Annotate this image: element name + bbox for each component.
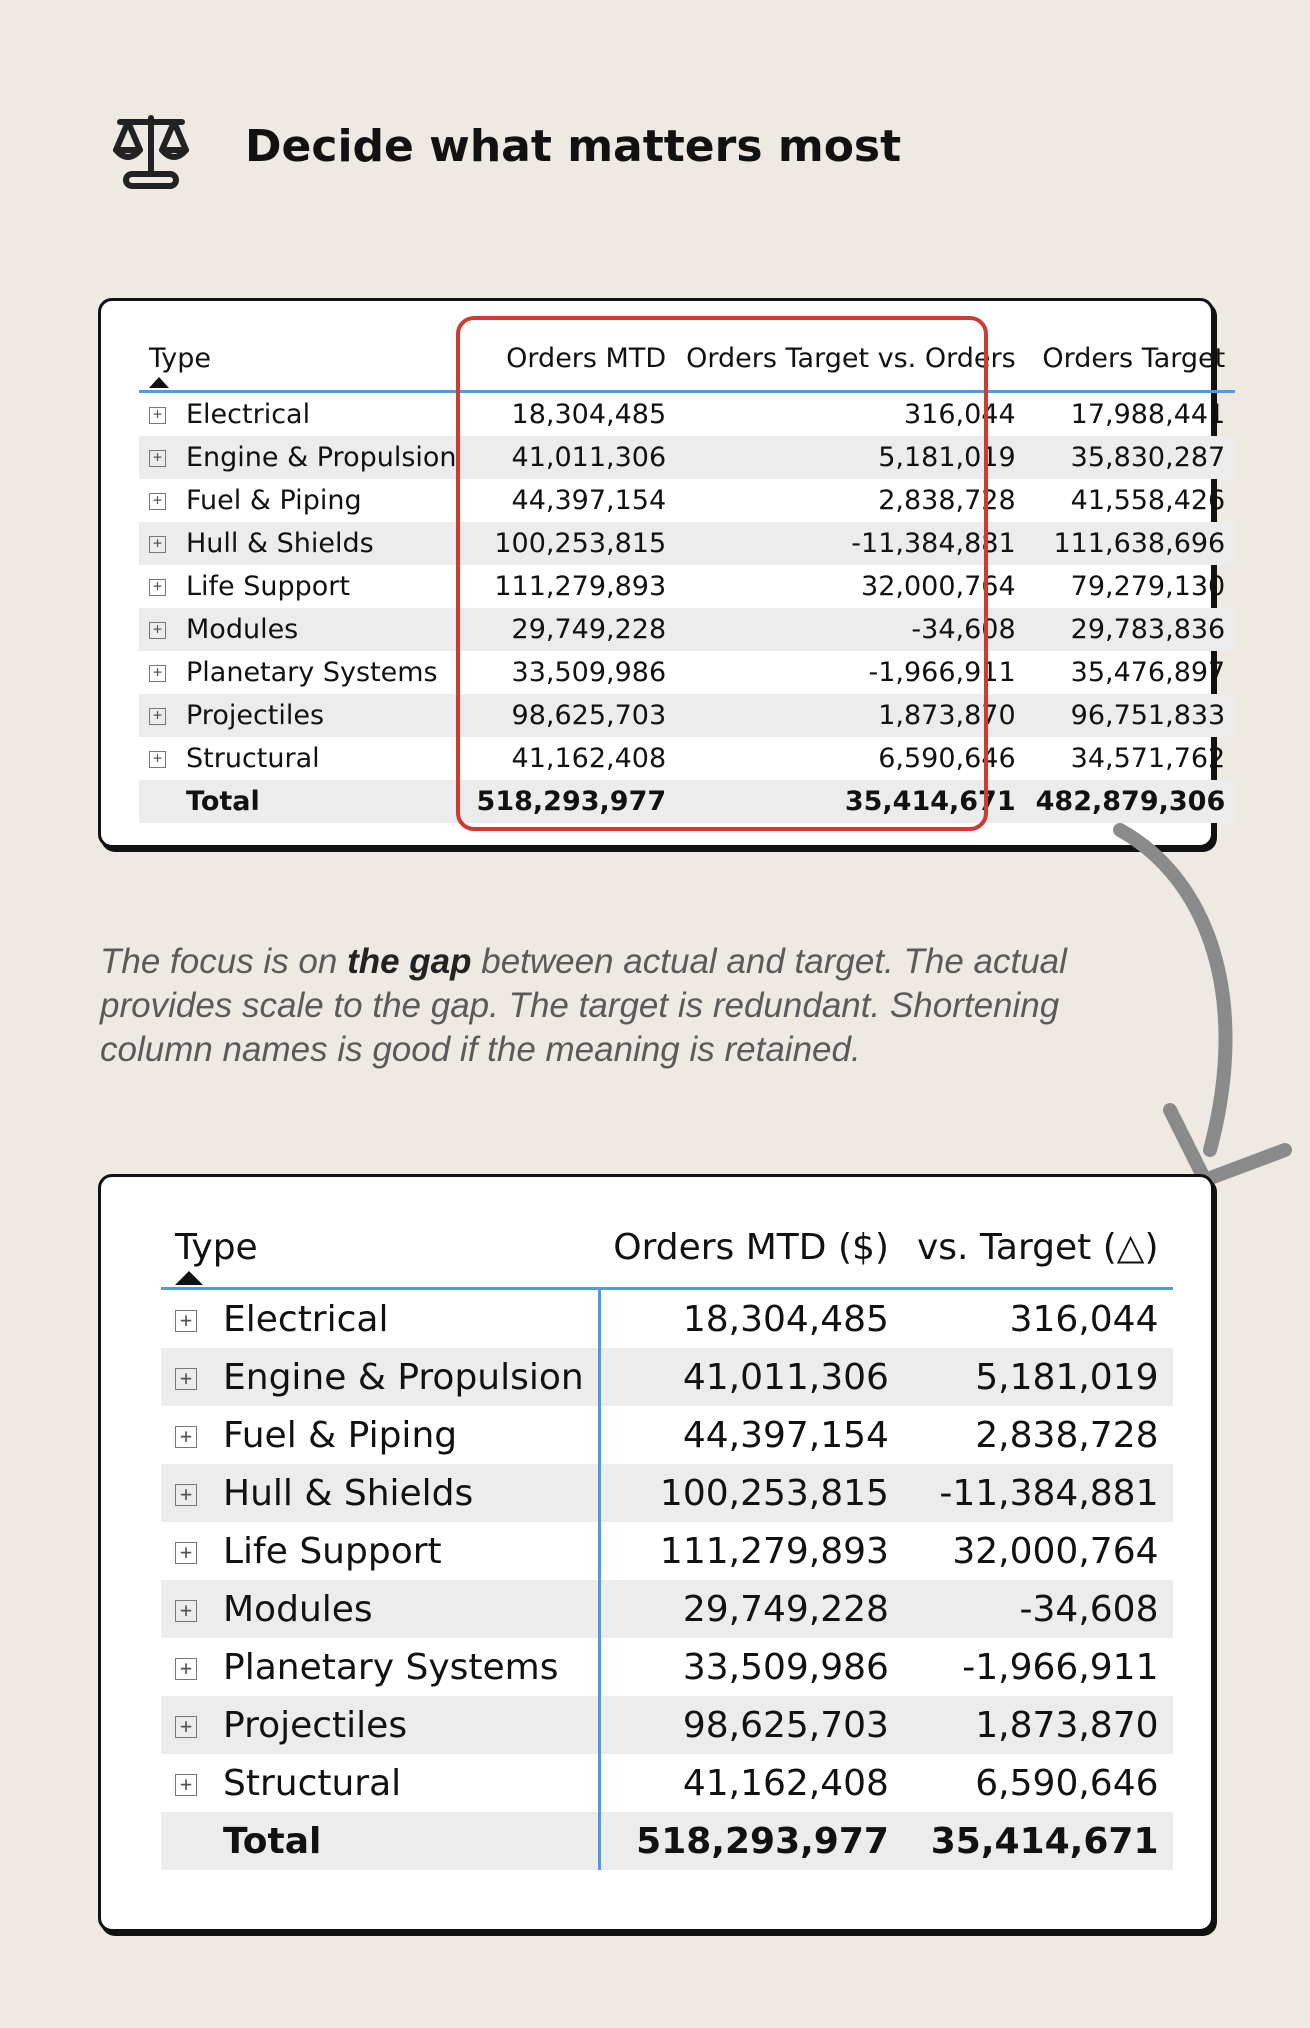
value-cell: 33,509,986 <box>511 657 667 688</box>
table-row[interactable] <box>161 1348 1173 1406</box>
row-type-cell <box>139 651 467 694</box>
row-type-cell <box>161 1522 599 1580</box>
value-cell: 41,162,408 <box>682 1762 889 1804</box>
value-cell: 5,181,019 <box>903 1348 1173 1406</box>
header-icon-wrap <box>108 108 194 194</box>
value-cell: 29,749,228 <box>467 608 677 651</box>
row-label: Life Support <box>186 571 350 602</box>
value-cell: 96,751,833 <box>1026 694 1236 737</box>
table-row[interactable] <box>161 1289 1173 1349</box>
total-row <box>161 1812 1173 1870</box>
value-cell: 18,304,485 <box>511 399 667 430</box>
row-type-cell <box>161 1638 599 1696</box>
row-label: Hull & Shields <box>186 528 374 559</box>
row-type-cell <box>139 608 467 651</box>
expand-icon[interactable]: + <box>175 1426 197 1448</box>
row-label: Planetary Systems <box>223 1646 559 1688</box>
value-cell: 34,571,762 <box>1070 743 1226 774</box>
page-title: Decide what matters most <box>245 121 902 172</box>
column-header-type[interactable]: Type <box>161 1207 599 1289</box>
expand-icon[interactable]: + <box>175 1484 197 1506</box>
value-cell: 111,279,893 <box>659 1530 889 1572</box>
value-cell: 79,279,130 <box>1070 571 1226 602</box>
row-type-cell <box>161 1289 599 1349</box>
value-cell: 29,783,836 <box>1026 608 1236 651</box>
row-type-cell <box>139 522 467 565</box>
row-type-cell <box>139 436 467 479</box>
expand-icon[interactable]: + <box>149 579 166 596</box>
value-cell: 35,830,287 <box>1026 436 1236 479</box>
value-cell: 2,838,728 <box>878 485 1016 516</box>
table-header-row <box>161 1207 1173 1289</box>
expand-icon[interactable]: + <box>149 536 166 553</box>
total-label: Total <box>161 1812 599 1870</box>
value-cell: 316,044 <box>903 399 1016 430</box>
revised-matrix-table <box>161 1207 1173 1870</box>
total-value-cell: 35,414,671 <box>676 780 1026 823</box>
caption-emphasis: the gap <box>347 942 472 981</box>
row-type-cell <box>139 694 467 737</box>
row-type-cell <box>161 1464 599 1522</box>
row-label: Engine & Propulsion <box>223 1356 584 1398</box>
value-cell: -34,608 <box>676 608 1026 651</box>
column-header-orders-target-vs-orders[interactable]: Orders Target vs. Orders <box>686 342 1016 374</box>
row-type-cell <box>139 479 467 522</box>
value-cell: 35,476,897 <box>1070 657 1226 688</box>
value-cell: 1,873,870 <box>676 694 1026 737</box>
expand-icon[interactable]: + <box>149 751 166 768</box>
value-cell: 98,625,703 <box>467 694 677 737</box>
original-matrix-table <box>139 326 1235 823</box>
value-cell: -1,966,911 <box>962 1646 1159 1688</box>
row-label: Electrical <box>223 1298 389 1340</box>
value-cell: 98,625,703 <box>599 1696 903 1754</box>
expand-icon[interactable]: + <box>175 1716 197 1738</box>
value-cell: 111,279,893 <box>494 571 667 602</box>
table-row[interactable] <box>139 479 1235 522</box>
table-row[interactable] <box>139 651 1235 694</box>
row-type-cell <box>139 392 467 437</box>
table-row[interactable] <box>161 1638 1173 1696</box>
table-row[interactable] <box>161 1696 1173 1754</box>
expand-icon[interactable]: + <box>175 1774 197 1796</box>
table-row[interactable] <box>139 522 1235 565</box>
row-label: Modules <box>186 614 299 645</box>
revised-table-card <box>98 1174 1214 1932</box>
value-cell: 44,397,154 <box>511 485 667 516</box>
value-cell: 1,873,870 <box>903 1696 1173 1754</box>
value-cell: 6,590,646 <box>878 743 1016 774</box>
row-label: Projectiles <box>223 1704 408 1746</box>
table-row[interactable] <box>161 1464 1173 1522</box>
value-cell: 2,838,728 <box>975 1414 1159 1456</box>
table-row[interactable] <box>139 565 1235 608</box>
row-type-cell <box>161 1348 599 1406</box>
row-label: Electrical <box>186 399 311 430</box>
expand-icon[interactable]: + <box>175 1658 197 1680</box>
column-header-vs-target[interactable]: vs. Target (△) <box>916 1226 1159 1268</box>
row-type-cell <box>161 1580 599 1638</box>
value-cell: 44,397,154 <box>682 1414 889 1456</box>
total-value-cell: 35,414,671 <box>903 1812 1173 1870</box>
row-label: Fuel & Piping <box>223 1414 458 1456</box>
row-label: Projectiles <box>186 700 325 731</box>
total-row <box>139 780 1235 823</box>
sort-ascending-icon[interactable] <box>149 377 169 388</box>
value-cell: -34,608 <box>903 1580 1173 1638</box>
value-cell: -11,384,881 <box>676 522 1026 565</box>
table-row[interactable] <box>139 436 1235 479</box>
value-cell: 29,749,228 <box>599 1580 903 1638</box>
row-label: Hull & Shields <box>223 1472 474 1514</box>
row-label: Fuel & Piping <box>186 485 362 516</box>
value-cell: 41,558,426 <box>1070 485 1226 516</box>
value-cell: 6,590,646 <box>975 1762 1159 1804</box>
value-cell: 100,253,815 <box>599 1464 903 1522</box>
value-cell: 5,181,019 <box>676 436 1026 479</box>
expand-icon[interactable]: + <box>149 450 166 467</box>
total-label: Total <box>139 780 467 823</box>
row-label: Life Support <box>223 1530 442 1572</box>
value-cell: 33,509,986 <box>682 1646 889 1688</box>
row-label: Structural <box>223 1762 402 1804</box>
original-table-card <box>98 298 1226 848</box>
table-row[interactable] <box>139 737 1235 780</box>
value-cell: 32,000,764 <box>952 1530 1159 1572</box>
value-cell: 17,988,441 <box>1070 399 1226 430</box>
column-header-orders-mtd[interactable]: Orders MTD ($) <box>613 1226 889 1268</box>
row-type-cell <box>161 1406 599 1464</box>
expand-icon[interactable]: + <box>149 493 166 510</box>
expand-icon[interactable]: + <box>149 708 166 725</box>
column-header-orders-mtd[interactable]: Orders MTD <box>506 342 667 374</box>
expand-icon[interactable]: + <box>175 1542 197 1564</box>
table-row[interactable] <box>139 392 1235 437</box>
total-value-cell: 482,879,306 <box>1026 780 1236 823</box>
row-label: Modules <box>223 1588 373 1630</box>
row-label: Engine & Propulsion <box>186 442 457 473</box>
row-type-cell <box>139 565 467 608</box>
expand-icon[interactable]: + <box>149 407 166 424</box>
expand-icon[interactable]: + <box>149 622 166 639</box>
row-label: Structural <box>186 743 320 774</box>
sort-ascending-icon[interactable] <box>175 1271 203 1285</box>
value-cell: 18,304,485 <box>682 1298 889 1340</box>
table-row[interactable] <box>139 608 1235 651</box>
table-header-row <box>139 326 1235 392</box>
value-cell: -11,384,881 <box>903 1464 1173 1522</box>
table-row[interactable] <box>139 694 1235 737</box>
table-row[interactable] <box>161 1754 1173 1812</box>
value-cell: 100,253,815 <box>467 522 677 565</box>
row-type-cell <box>161 1754 599 1812</box>
balance-scale-icon <box>108 108 194 194</box>
value-cell: 32,000,764 <box>861 571 1016 602</box>
expand-icon[interactable]: + <box>175 1600 197 1622</box>
curved-arrow-icon <box>1100 820 1300 1220</box>
value-cell: 41,011,306 <box>467 436 677 479</box>
column-header-type[interactable]: Type <box>139 326 467 392</box>
expand-icon[interactable]: + <box>175 1310 197 1332</box>
total-value-cell: 518,293,977 <box>599 1812 903 1870</box>
row-label: Planetary Systems <box>186 657 438 688</box>
row-type-cell <box>161 1696 599 1754</box>
row-type-cell <box>139 737 467 780</box>
table-row[interactable] <box>161 1580 1173 1638</box>
value-cell: -1,966,911 <box>868 657 1016 688</box>
expand-icon[interactable]: + <box>175 1368 197 1390</box>
table-row[interactable] <box>161 1522 1173 1580</box>
expand-icon[interactable]: + <box>149 665 166 682</box>
value-cell: 111,638,696 <box>1026 522 1236 565</box>
value-cell: 41,162,408 <box>511 743 667 774</box>
value-cell: 316,044 <box>1009 1298 1159 1340</box>
total-value-cell: 518,293,977 <box>467 780 677 823</box>
column-header-orders-target[interactable]: Orders Target <box>1042 342 1226 374</box>
table-row[interactable] <box>161 1406 1173 1464</box>
value-cell: 41,011,306 <box>599 1348 903 1406</box>
caption-text: The focus is on the gap between actual and target. The actual provides scale to the gap. The target is redundant. Shortening column names is good if the meaning is retained. <box>100 942 1067 1069</box>
